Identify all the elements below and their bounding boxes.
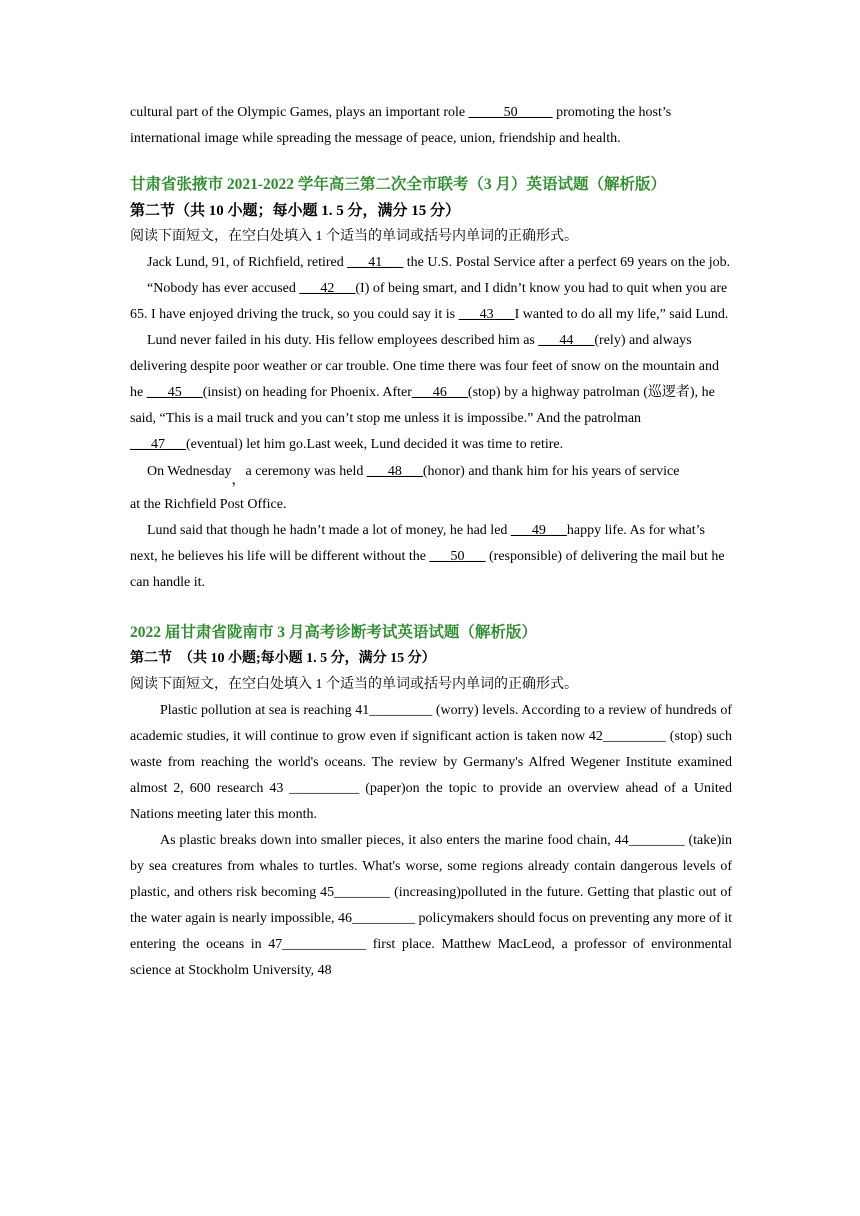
passage-paragraph: On Wednesday，a ceremony was held ___48___(honor) and thank him for his years of service (147, 464, 680, 488)
blank-45: ___45___ (146, 385, 203, 400)
passage-paragraph: Plastic pollution at sea is reaching 41_________ (worry) levels. According to a review of hundreds of academic studies, it will continue to grow even if significant action is taken now 42_________ (stop) such waste from reaching the world's oceans. The review by Germany's Alfred Wegener Institute examined almost 2, 600 research 43 __________ (paper)on the topic to provide an overview ahead of a United Nations meeting later this month. (130, 703, 732, 822)
passage-paragraph: Lund never failed in his duty. His fellow employees described him as ___44___(rely) and always delivering despite poor weather or car trouble. One time there was four feet of snow on the mountain and he ___45___(insist) on heading for Phoenix. After___46___(stop) by a highway patrolman (巡逻者), he said, “This is a mail truck and you can’t stop me unless it is impossibe.” And the patrolman ___47___(eventual) let him go.Last week, Lund decided it was time to retire. (130, 333, 719, 452)
instruction-text: 阅读下面短文，在空白处填入 1 个适当的单词或括号内单词的正确形式。 (130, 677, 578, 692)
instruction-text: 阅读下面短文，在空白处填入 1 个适当的单词或括号内单词的正确形式。 (130, 229, 578, 244)
intro-text: cultural part of the Olympic Games, plays an important role (130, 105, 469, 120)
passage-paragraph-continued: at the Richfield Post Office. (130, 497, 287, 512)
part-heading: 第二节（共 10 小题；每小题 1. 5 分，满分 15 分） (130, 203, 461, 219)
passage-paragraph: Jack Lund, 91, of Richfield, retired ___41___ the U.S. Postal Service after a perfect 69 years on the job. (147, 255, 731, 270)
passage-paragraph: “Nobody has ever accused ___42___(I) of being smart, and I didn’t know you had to quit when you are 65. I have enjoyed driving the truck, so you could say it is ___43___I wanted to do all my life,” said Lund. (130, 281, 729, 322)
part-heading: 第二节 （共 10 小题;每小题 1. 5 分，满分 15 分） (130, 651, 436, 666)
passage-paragraph: As plastic breaks down into smaller pieces, it also enters the marine food chain, 44________ (take)in by sea creatures from whales to turtles. What's worse, some regions already contain dangerous levels of plastic, and others risk becoming 45________ (increasing)polluted in the future. Getting that plastic out of the water again is nearly impossible, 46_________ policymakers should focus on preventing any more of it entering the oceans in 47____________ first place. Matthew MacLeod, a professor of environmental science at Stockholm University, 48 (130, 833, 732, 978)
intro-paragraph (130, 100, 732, 152)
blank-50: _____50_____ (468, 105, 553, 120)
passage-paragraph: Lund said that though he hadn’t made a lot of money, he had led ___49___happy life. As for what’s next, he believes his life will be different without the ___50___ (responsible) of delivering the mail but he can handle it. (130, 523, 725, 590)
blank-43: ___43___ (458, 307, 515, 322)
section-title: 2022 届甘肃省陇南市 3 月高考诊断考试英语试题（解析版） (130, 624, 537, 641)
blank-49: ___49___ (510, 523, 567, 538)
document-page (130, 100, 732, 984)
blank-50-second: ___50___ (429, 549, 486, 564)
blank-46: ___46___ (411, 385, 468, 400)
section-title: 甘肃省张掖市 2021-2022 学年高三第二次全市联考（3 月）英语试题（解析版） (130, 176, 667, 193)
blank-42: ___42___ (299, 281, 356, 296)
blank-47: ___47___ (130, 437, 186, 452)
intro-text: international image while spreading the message of peace, union, friendship and health. (130, 131, 621, 146)
blank-41: ___41___ (347, 255, 404, 270)
intro-text: promoting the host’s (552, 105, 672, 120)
blank-44: ___44___ (538, 333, 595, 348)
blank-48: ___48___ (366, 464, 423, 479)
